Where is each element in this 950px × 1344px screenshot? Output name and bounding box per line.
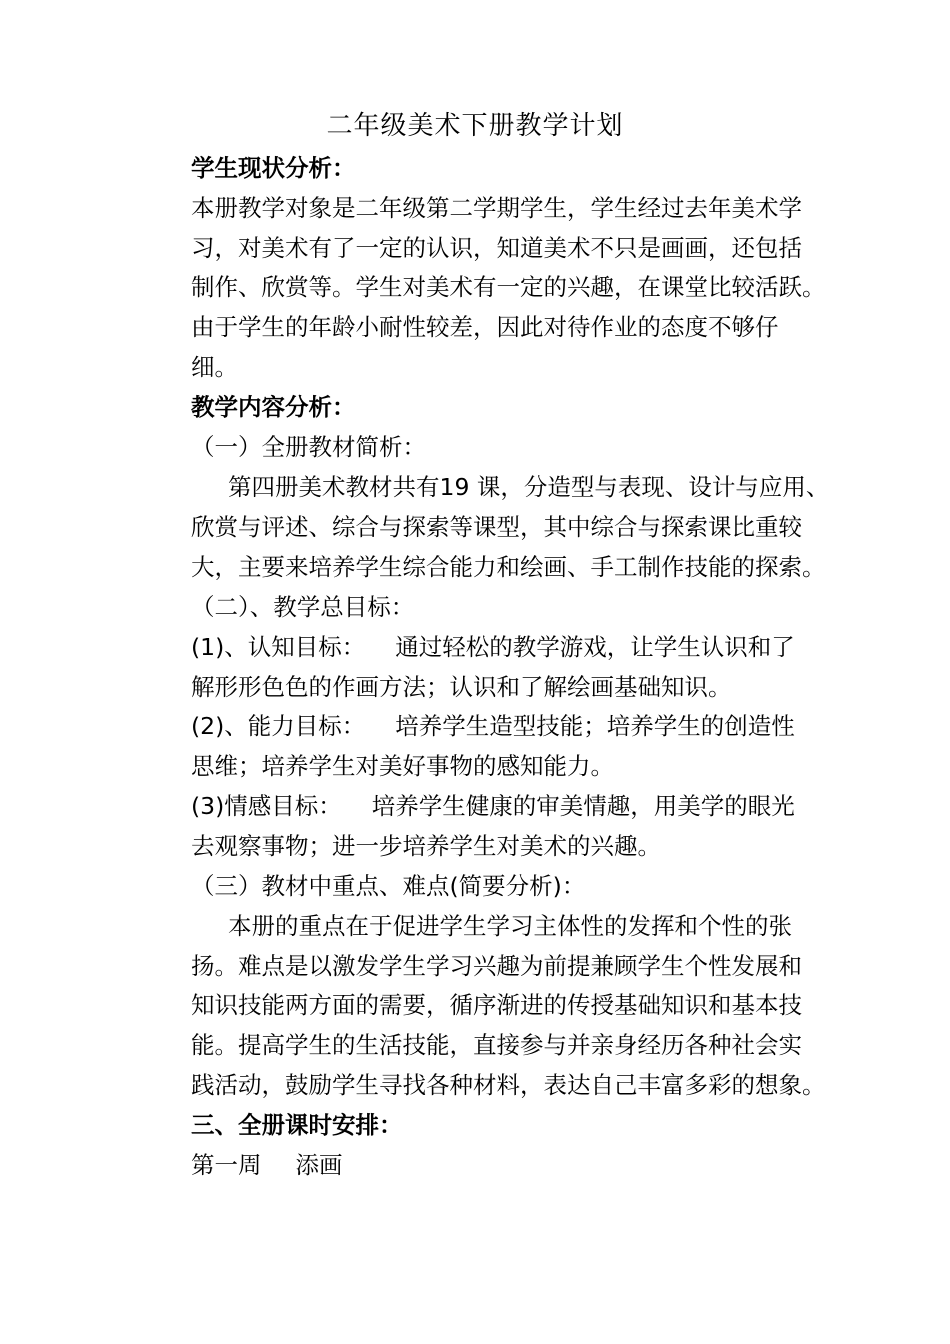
subheading-goals: （二）、教学总目标： <box>191 593 415 621</box>
schedule-row <box>191 1145 831 1185</box>
goal-ability <box>191 706 831 746</box>
subheading-overview: （一）全册教材简析： <box>191 433 426 461</box>
goal-cognitive-label: (1)、认知目标： <box>191 633 366 661</box>
heading-schedule: 三、全册课时安排： <box>191 1111 403 1139</box>
paragraph-line: 知识技能两方面的需要，循序渐进的传授基础知识和基本技 <box>191 991 802 1019</box>
goal-ability-text: 培养学生造型技能；培养学生的创造性 <box>395 712 795 740</box>
document-title: 二年级美术下册教学计划 <box>326 111 624 141</box>
paragraph-line: 扬。难点是以激发学生学习兴趣为前提兼顾学生个性发展和 <box>191 952 802 980</box>
goal-cognitive-text: 通过轻松的教学游戏，让学生认识和了 <box>395 633 795 661</box>
goal-cognitive <box>191 627 831 667</box>
paragraph-line: 第四册美术教材共有19 课，分造型与表现、设计与应用、 <box>228 473 830 501</box>
paragraph-line: 细。 <box>191 353 238 381</box>
subheading-key-points: （三）教材中重点、难点(简要分析)： <box>191 872 586 900</box>
paragraph-line: 本册的重点在于促进学生学习主体性的发挥和个性的张 <box>228 912 792 940</box>
heading-content-analysis: 教学内容分析： <box>191 393 356 421</box>
schedule-week: 第一周 <box>191 1151 262 1179</box>
schedule-topic: 添画 <box>295 1151 343 1179</box>
paragraph-line: 由于学生的年龄小耐性较差，因此对待作业的态度不够仔 <box>191 313 779 341</box>
paragraph-line: 欣赏与评述、综合与探索等课型，其中综合与探索课比重较 <box>191 513 802 541</box>
paragraph-line: 解形形色色的作画方法；认识和了解绘画基础知识。 <box>191 673 732 701</box>
paragraph-line: 本册教学对象是二年级第二学期学生，学生经过去年美术学 <box>191 194 802 222</box>
goal-emotion-text: 培养学生健康的审美情趣，用美学的眼光 <box>371 792 795 820</box>
paragraph-line: 能。提高学生的生活技能，直接参与并亲身经历各种社会实 <box>191 1031 802 1059</box>
paragraph-line: 思维；培养学生对美好事物的感知能力。 <box>191 752 614 780</box>
paragraph-line: 制作、欣赏等。学生对美术有一定的兴趣，在课堂比较活跃。 <box>191 273 826 301</box>
goal-emotion-label: (3)情感目标： <box>191 792 342 820</box>
paragraph-line: 习，对美术有了一定的认识，知道美术不只是画画，还包括 <box>191 234 802 262</box>
heading-student-analysis: 学生现状分析： <box>191 154 356 182</box>
goal-ability-label: (2)、能力目标： <box>191 712 366 740</box>
goal-emotion <box>191 786 831 826</box>
paragraph-line: 践活动，鼓励学生寻找各种材料，表达自己丰富多彩的想象。 <box>191 1071 826 1099</box>
paragraph-line: 大，主要来培养学生综合能力和绘画、手工制作技能的探索。 <box>191 553 826 581</box>
paragraph-line: 去观察事物；进一步培养学生对美术的兴趣。 <box>191 832 661 860</box>
